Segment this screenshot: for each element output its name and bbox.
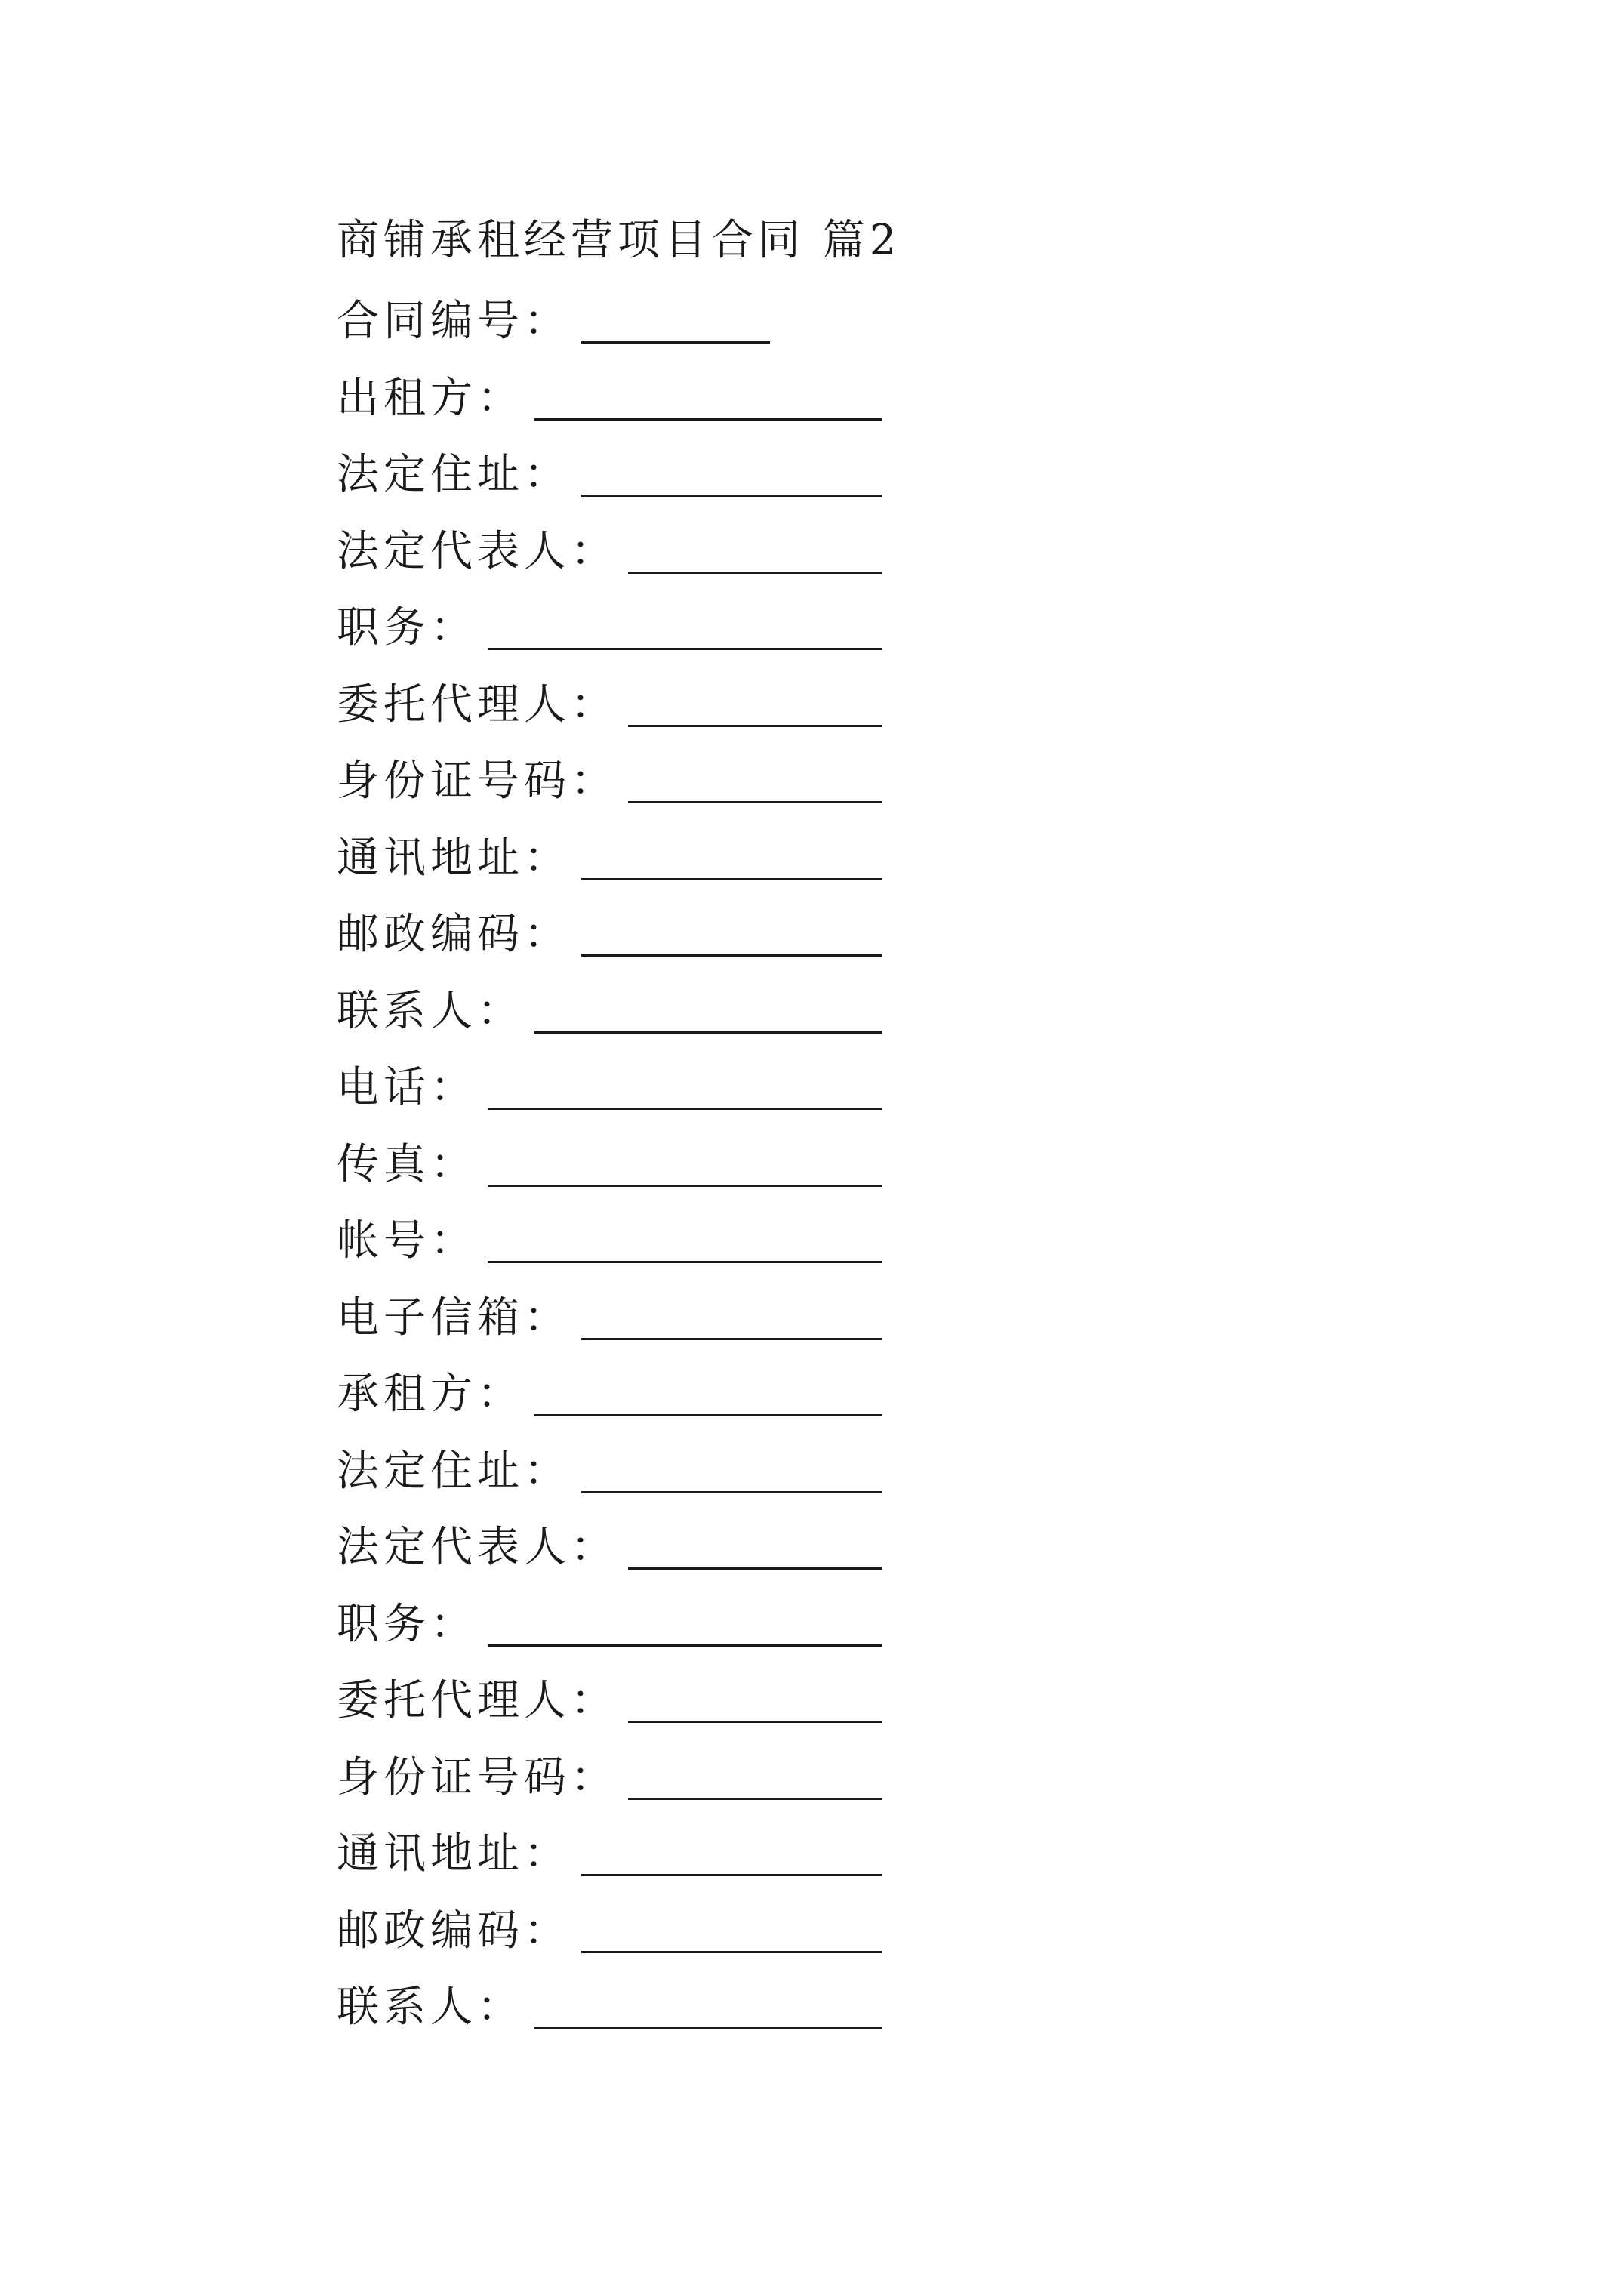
form-field-row	[337, 1437, 571, 1499]
field-label: 传真：	[337, 1139, 477, 1189]
blank-underline[interactable]	[581, 954, 882, 957]
document-title: 商铺承租经营项目合同 篇2	[337, 216, 901, 265]
form-field-row	[337, 1743, 617, 1805]
field-label: 合同编号：	[337, 297, 571, 346]
field-label: 通讯地址：	[337, 1829, 571, 1878]
field-label: 法定住址：	[337, 450, 571, 499]
field-label: 职务：	[337, 1599, 477, 1649]
form-field-row	[337, 593, 477, 655]
form-field-row	[337, 977, 524, 1039]
field-label: 法定代表人：	[337, 1523, 617, 1572]
form-field-row	[337, 364, 524, 426]
form-field-row	[337, 1897, 571, 1959]
form-field-row	[337, 1666, 617, 1728]
field-label: 职务：	[337, 603, 477, 652]
form-field-row	[337, 824, 571, 886]
form-field-row	[337, 747, 617, 809]
blank-underline[interactable]	[628, 1798, 882, 1800]
field-label: 电子信箱：	[337, 1293, 571, 1342]
form-field-row	[337, 670, 617, 732]
blank-underline[interactable]	[581, 878, 882, 880]
blank-underline[interactable]	[581, 1338, 882, 1340]
form-field-row	[337, 1130, 477, 1192]
blank-underline[interactable]	[488, 648, 882, 650]
field-label: 承租方：	[337, 1370, 524, 1419]
field-label: 委托代理人：	[337, 1676, 617, 1725]
form-field-row	[337, 1590, 477, 1652]
blank-underline[interactable]	[628, 725, 882, 727]
form-field-row	[337, 1513, 617, 1575]
field-label: 委托代理人：	[337, 680, 617, 729]
field-label: 通讯地址：	[337, 833, 571, 883]
blank-underline[interactable]	[534, 1031, 882, 1034]
field-label: 帐号：	[337, 1216, 477, 1265]
field-label: 身份证号码：	[337, 757, 617, 806]
blank-underline[interactable]	[581, 495, 882, 497]
field-label: 身份证号码：	[337, 1752, 617, 1802]
blank-underline[interactable]	[628, 1721, 882, 1723]
blank-underline[interactable]	[581, 1951, 882, 1953]
form-field-row	[337, 287, 571, 349]
form-field-row	[337, 1053, 477, 1115]
form-field-row	[337, 1207, 477, 1268]
blank-underline[interactable]	[628, 801, 882, 803]
blank-underline[interactable]	[581, 341, 770, 344]
form-field-row	[337, 900, 571, 962]
blank-underline[interactable]	[534, 2027, 882, 2029]
field-label: 法定住址：	[337, 1446, 571, 1496]
field-label: 电话：	[337, 1063, 477, 1112]
field-label: 邮政编码：	[337, 910, 571, 959]
field-label: 法定代表人：	[337, 526, 617, 576]
form-field-row	[337, 1360, 524, 1422]
field-label: 联系人：	[337, 1983, 524, 2032]
form-field-row	[337, 1973, 524, 2035]
blank-underline[interactable]	[628, 572, 882, 574]
blank-underline[interactable]	[534, 1414, 882, 1416]
blank-underline[interactable]	[488, 1644, 882, 1647]
form-field-row	[337, 517, 617, 579]
form-field-row	[337, 1284, 571, 1345]
blank-underline[interactable]	[581, 1874, 882, 1876]
blank-underline[interactable]	[488, 1108, 882, 1110]
field-label: 联系人：	[337, 986, 524, 1036]
blank-underline[interactable]	[488, 1261, 882, 1263]
field-label: 邮政编码：	[337, 1906, 571, 1955]
form-field-row	[337, 1820, 571, 1881]
blank-underline[interactable]	[628, 1567, 882, 1570]
blank-underline[interactable]	[581, 1491, 882, 1493]
field-label: 出租方：	[337, 373, 524, 423]
blank-underline[interactable]	[534, 418, 882, 421]
blank-underline[interactable]	[488, 1185, 882, 1187]
form-field-row	[337, 440, 571, 502]
